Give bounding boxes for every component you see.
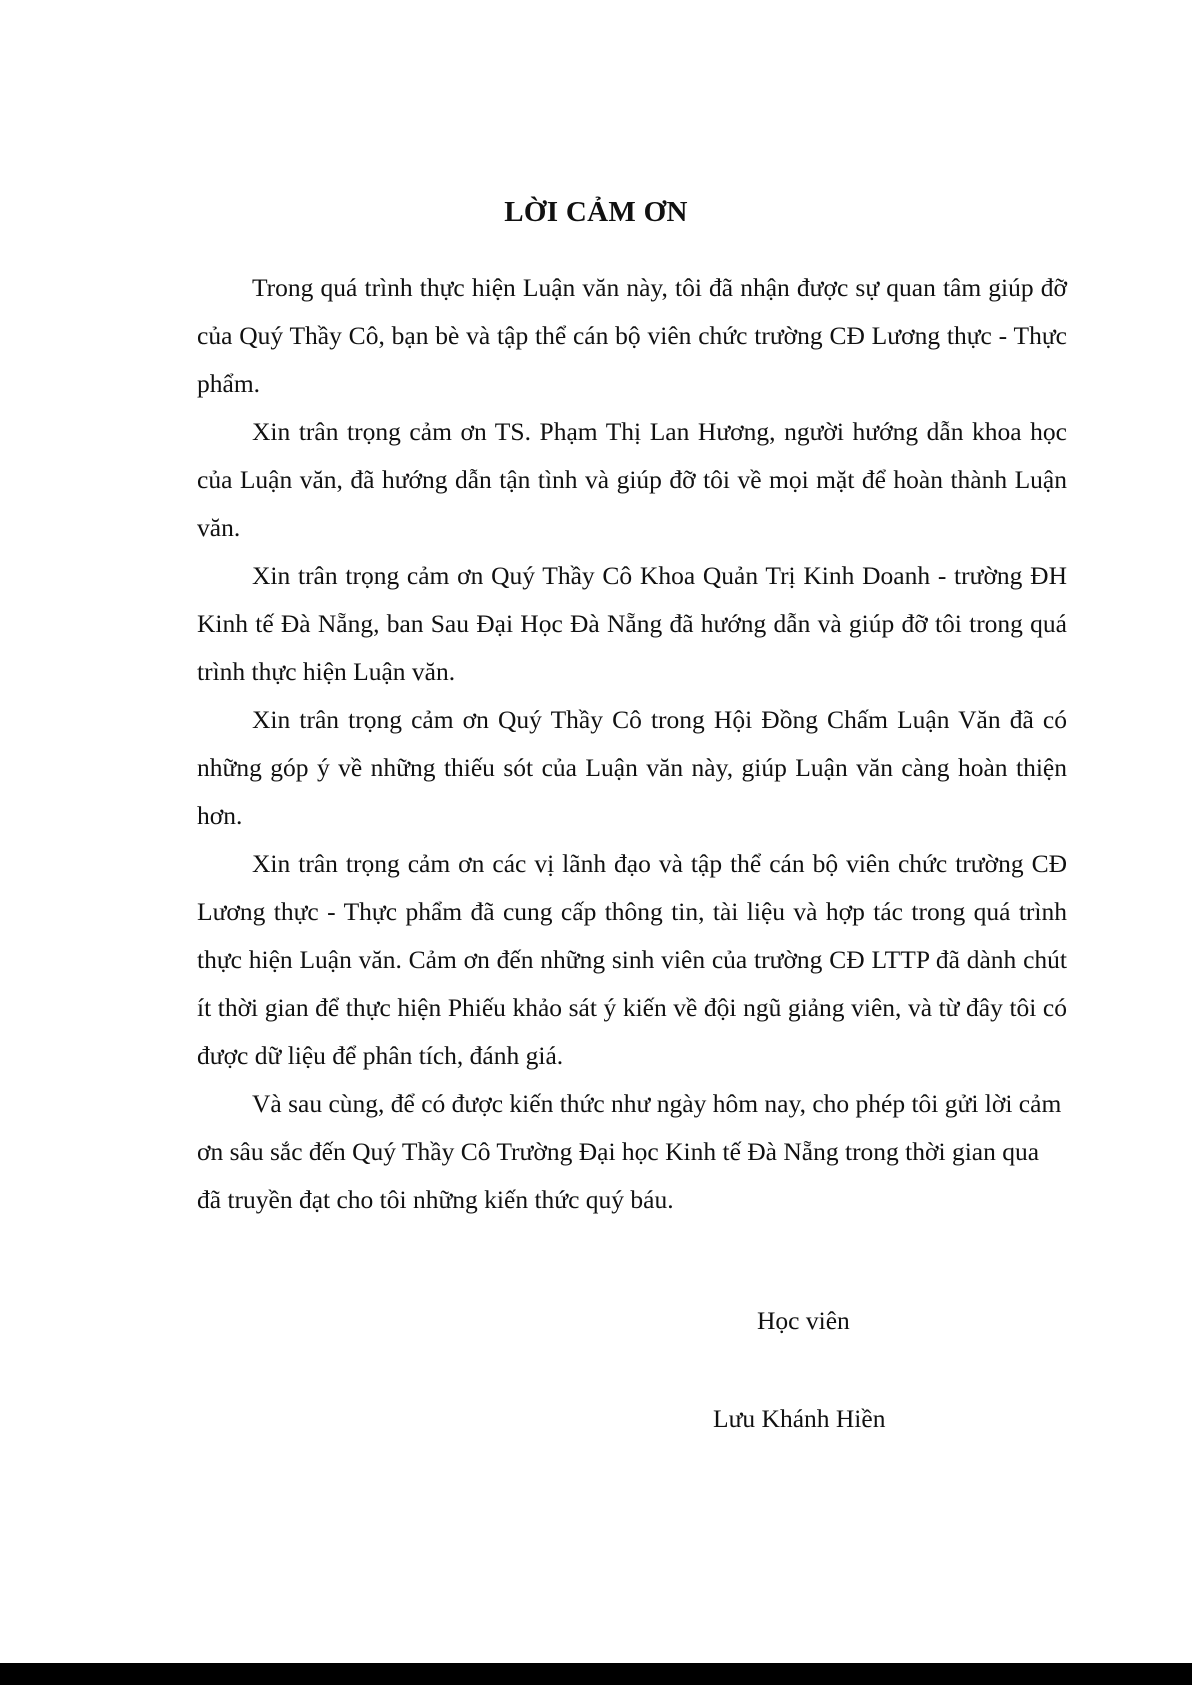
paragraph-4: Xin trân trọng cảm ơn Quý Thầy Cô trong Hội Đồng Chấm Luận Văn đã có những góp ý về những thiếu sót của Luận văn này, giúp Luận văn càng hoàn thiện hơn. bbox=[197, 705, 1067, 830]
bottom-border bbox=[0, 1663, 1192, 1685]
paragraph-2: Xin trân trọng cảm ơn TS. Phạm Thị Lan Hương, người hướng dẫn khoa học của Luận văn, đã hướng dẫn tận tình và giúp đỡ tôi về mọi mặt để hoàn thành Luận văn. bbox=[197, 417, 1067, 542]
paragraph-1: Trong quá trình thực hiện Luận văn này, tôi đã nhận được sự quan tâm giúp đỡ của Quý Thầy Cô, bạn bè và tập thể cán bộ viên chức trường CĐ Lương thực - Thực phẩm. bbox=[197, 273, 1067, 398]
paragraph-3: Xin trân trọng cảm ơn Quý Thầy Cô Khoa Quản Trị Kinh Doanh - trường ĐH Kinh tế Đà Nẵng, ban Sau Đại Học Đà Nẵng đã hướng dẫn và giúp đỡ tôi trong quá trình thực hiện Luận văn. bbox=[197, 561, 1067, 686]
signature-role: Học viên bbox=[757, 1306, 850, 1335]
acknowledgement-body bbox=[197, 264, 1067, 1224]
signature-name: Lưu Khánh Hiền bbox=[713, 1404, 886, 1433]
paragraph-6: Và sau cùng, để có được kiến thức như ngày hôm nay, cho phép tôi gửi lời cảm ơn sâu sắc đến Quý Thầy Cô Trường Đại học Kinh tế Đà Nẵng trong thời gian qua đã truyền đạt cho tôi những kiến thức quý báu. bbox=[197, 1089, 1062, 1214]
page-title: LỜI CẢM ƠN bbox=[504, 196, 688, 228]
paragraph-5: Xin trân trọng cảm ơn các vị lãnh đạo và tập thể cán bộ viên chức trường CĐ Lương thực - Thực phẩm đã cung cấp thông tin, tài liệu và hợp tác trong quá trình thực hiện Luận văn. Cảm ơn đến những sinh viên của trường CĐ LTTP đã dành chút ít thời gian để thực hiện Phiếu khảo sát ý kiến về đội ngũ giảng viên, và từ đây tôi có được dữ liệu để phân tích, đánh giá. bbox=[197, 849, 1067, 1070]
